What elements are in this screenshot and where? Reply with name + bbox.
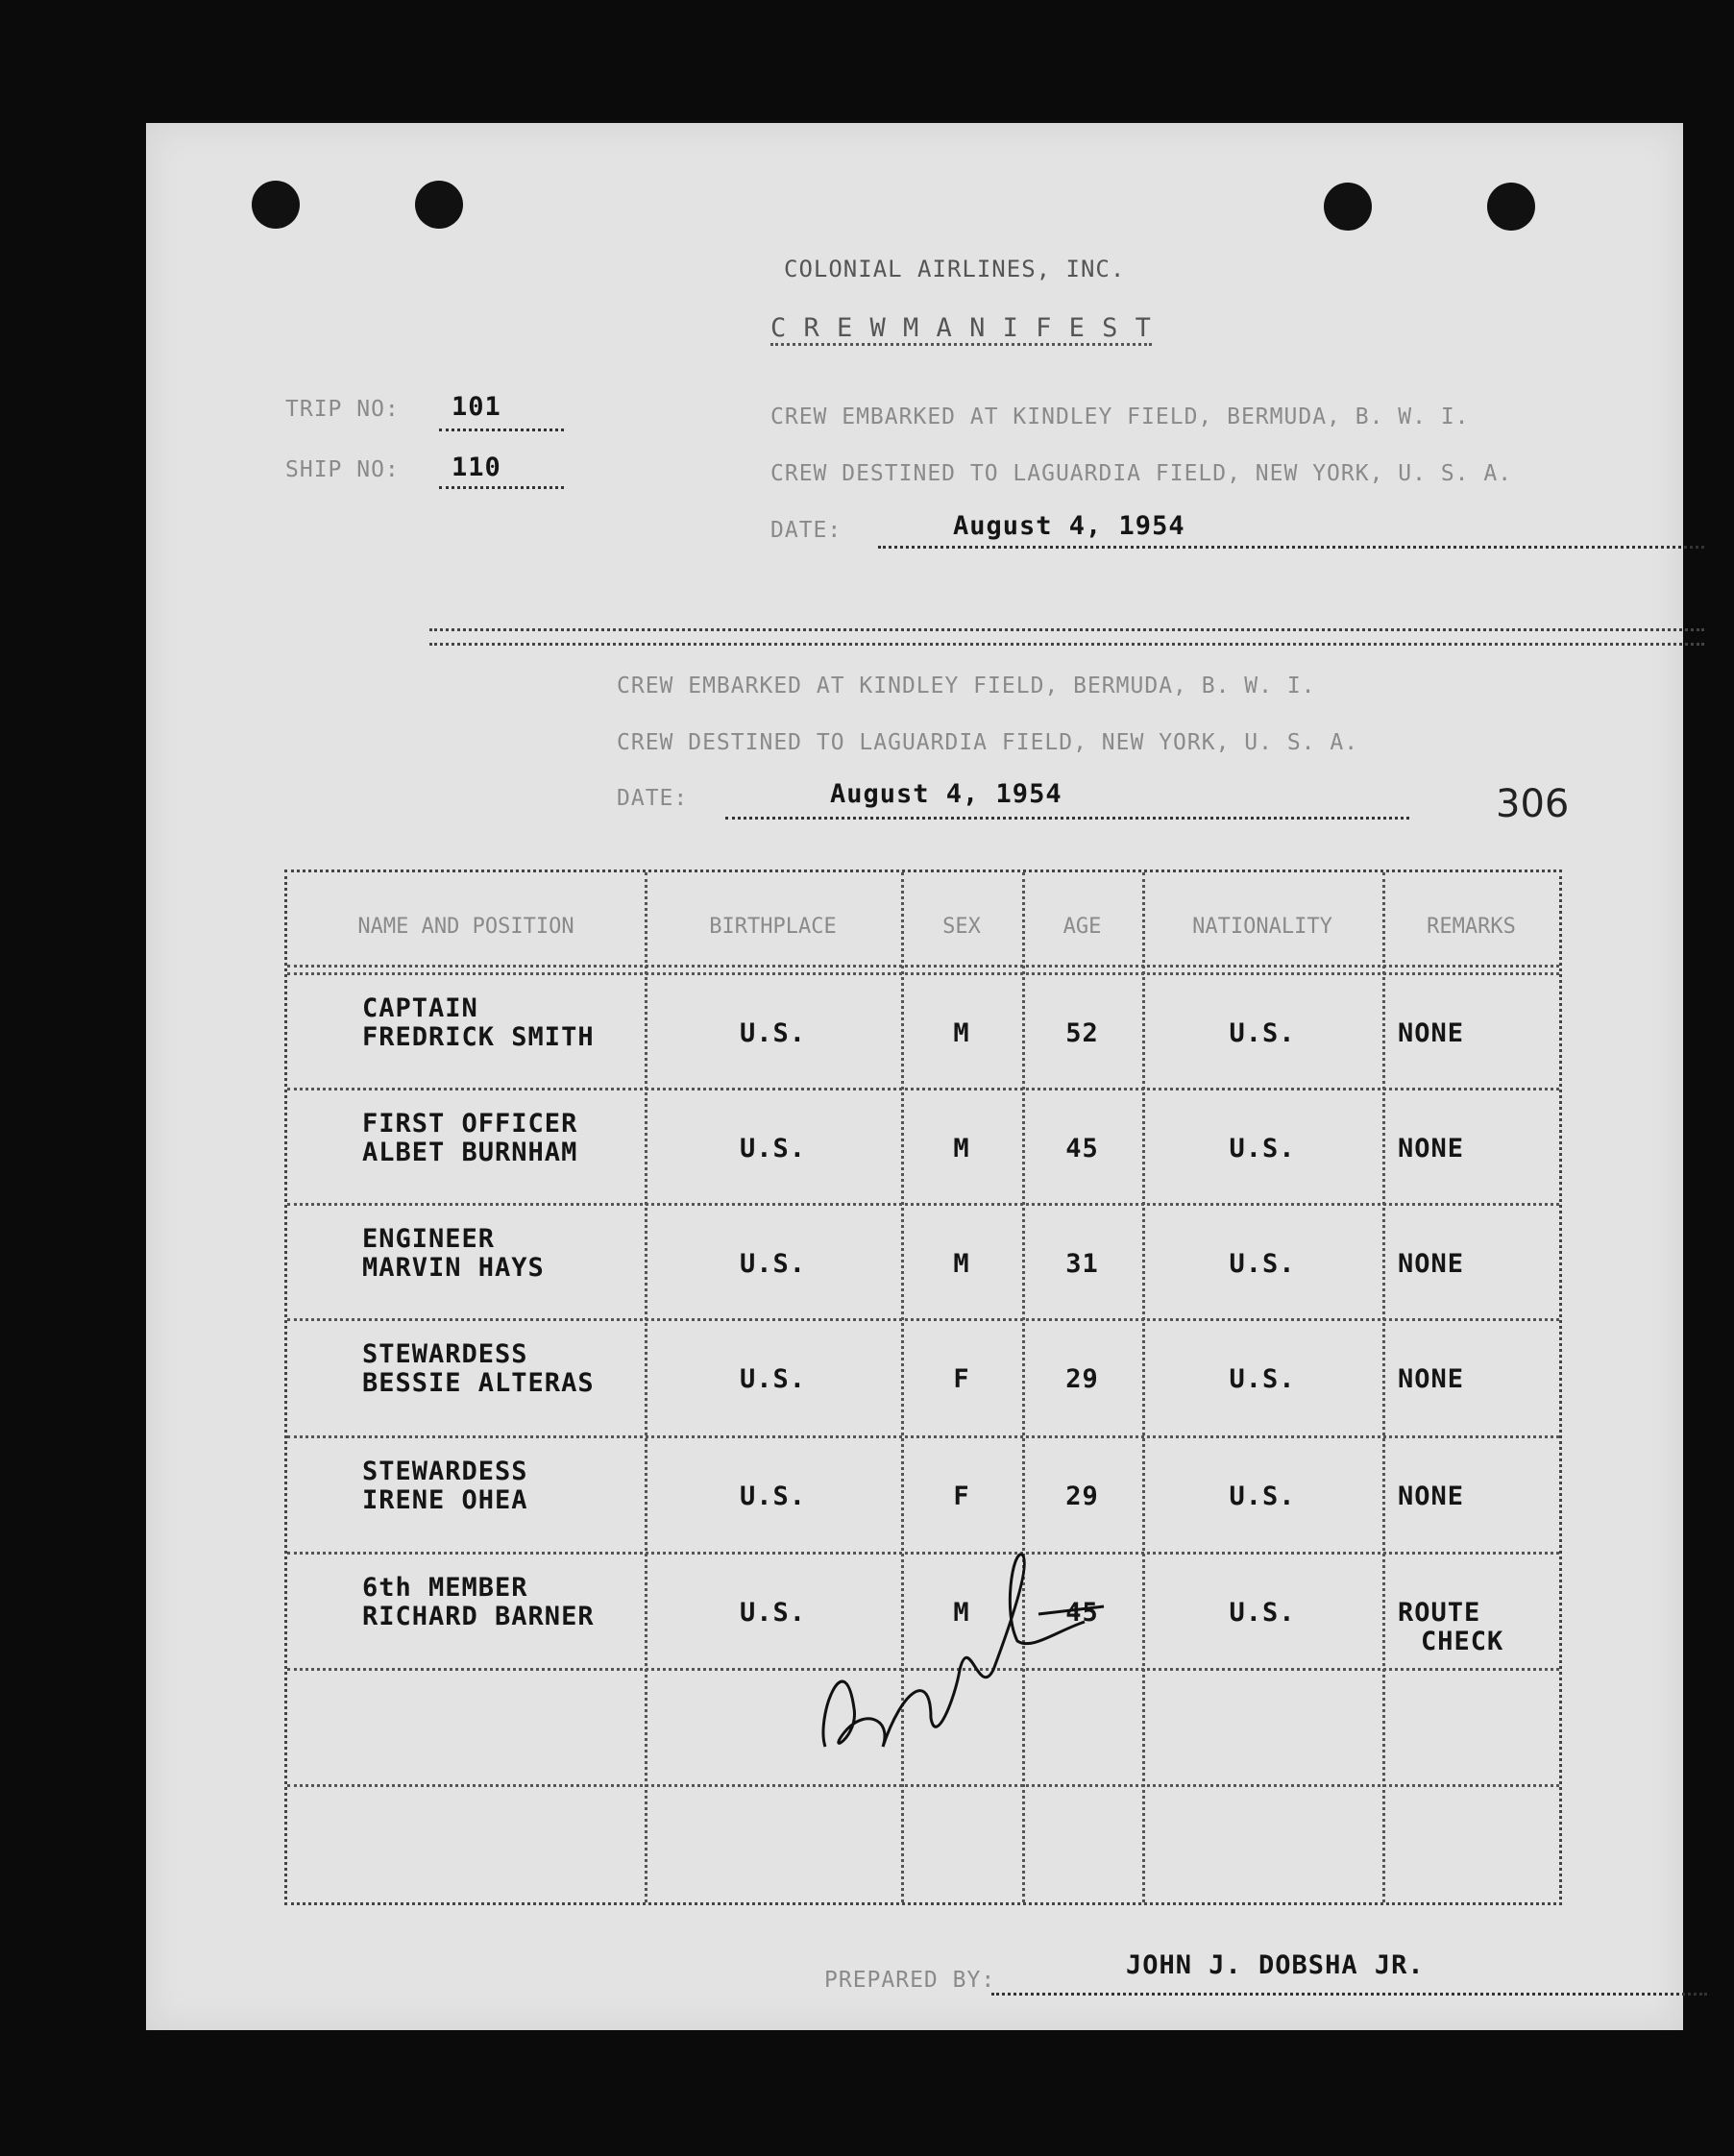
crew-age: 45: [1065, 1134, 1099, 1164]
crew-sex: M: [953, 1018, 970, 1048]
date-value: August 4, 1954: [953, 511, 1185, 541]
crew-position: CAPTAIN: [362, 993, 478, 1023]
crew-remarks: NONE: [1398, 1018, 1465, 1048]
embarked-line: CREW EMBARKED AT KINDLEY FIELD, BERMUDA, B. W. I.: [770, 404, 1470, 429]
header-remarks: REMARKS: [1427, 915, 1516, 939]
crew-remarks: NONE: [1398, 1249, 1465, 1279]
crew-sex: M: [953, 1134, 970, 1164]
document-title: C R E W M A N I F E S T: [770, 313, 1152, 346]
crew-age: 45: [1065, 1598, 1099, 1628]
crew-nationality: U.S.: [1229, 1249, 1296, 1279]
crew-birthplace: U.S.: [739, 1482, 807, 1511]
date-label-2: DATE:: [617, 786, 689, 811]
table-row: [287, 1318, 1559, 1435]
trip-label: TRIP NO:: [285, 397, 400, 422]
header-sex: SEX: [942, 915, 981, 939]
crew-name: IRENE OHEA: [362, 1485, 528, 1515]
destined-line: CREW DESTINED TO LAGUARDIA FIELD, NEW YORK, U. S. A.: [770, 461, 1513, 486]
crew-age: 29: [1065, 1364, 1099, 1394]
crew-name: FREDRICK SMITH: [362, 1022, 595, 1052]
table-row: [287, 972, 1559, 1088]
trip-number: 101: [452, 392, 501, 422]
row-divider: [287, 1784, 1559, 1787]
crew-nationality: U.S.: [1229, 1018, 1296, 1048]
trip-underline: [439, 429, 564, 431]
date-value-2: August 4, 1954: [830, 779, 1062, 809]
prepared-by-name: JOHN J. DOBSHA JR.: [1126, 1950, 1425, 1980]
header-birthplace: BIRTHPLACE: [709, 915, 837, 939]
crew-remarks: ROUTE: [1398, 1598, 1481, 1628]
crew-remarks-line2: CHECK: [1421, 1627, 1504, 1656]
crew-age: 29: [1065, 1482, 1099, 1511]
crew-position: STEWARDESS: [362, 1339, 528, 1369]
table-row: [287, 1088, 1559, 1203]
crew-sex: F: [953, 1364, 970, 1394]
destined-line-2: CREW DESTINED TO LAGUARDIA FIELD, NEW YORK, U. S. A.: [617, 730, 1359, 755]
header-name-position: NAME AND POSITION: [357, 915, 574, 939]
crew-birthplace: U.S.: [739, 1134, 807, 1164]
manifest-page: [146, 123, 1683, 2030]
header-nationality: NATIONALITY: [1192, 915, 1332, 939]
ship-underline: [439, 486, 564, 489]
crew-nationality: U.S.: [1229, 1364, 1296, 1394]
prepared-by-label: PREPARED BY:: [824, 1968, 996, 1993]
crew-name: MARVIN HAYS: [362, 1253, 545, 1283]
crew-position: STEWARDESS: [362, 1457, 528, 1486]
table-row: [287, 1203, 1559, 1318]
crew-birthplace: U.S.: [739, 1249, 807, 1279]
header-divider: [287, 965, 1559, 968]
crew-position: FIRST OFFICER: [362, 1109, 578, 1139]
section-separator: [429, 628, 1704, 646]
punch-hole: [252, 181, 300, 229]
company-name: COLONIAL AIRLINES, INC.: [784, 256, 1126, 282]
crew-name: ALBET BURNHAM: [362, 1138, 578, 1167]
crew-sex: M: [953, 1598, 970, 1628]
page-number-stamp: 306: [1496, 782, 1570, 826]
crew-name: BESSIE ALTERAS: [362, 1368, 595, 1398]
crew-sex: M: [953, 1249, 970, 1279]
handwritten-initials: [787, 1526, 1113, 1776]
crew-table: [284, 870, 1562, 1905]
date-underline-2: [725, 817, 1409, 820]
punch-hole: [1487, 183, 1535, 231]
crew-birthplace: U.S.: [739, 1364, 807, 1394]
crew-birthplace: U.S.: [739, 1018, 807, 1048]
punch-hole: [415, 181, 463, 229]
crew-name: RICHARD BARNER: [362, 1602, 595, 1631]
prepared-by-underline: [991, 1993, 1707, 1996]
crew-remarks: NONE: [1398, 1482, 1465, 1511]
crew-position: 6th MEMBER: [362, 1573, 528, 1603]
crew-age: 31: [1065, 1249, 1099, 1279]
date-label: DATE:: [770, 518, 843, 543]
crew-nationality: U.S.: [1229, 1598, 1296, 1628]
crew-remarks: NONE: [1398, 1134, 1465, 1164]
ship-label: SHIP NO:: [285, 457, 400, 482]
date-underline: [878, 546, 1704, 549]
crew-remarks: NONE: [1398, 1364, 1465, 1394]
embarked-line-2: CREW EMBARKED AT KINDLEY FIELD, BERMUDA, B. W. I.: [617, 674, 1316, 698]
punch-hole: [1324, 183, 1372, 231]
ship-number: 110: [452, 453, 501, 482]
header-age: AGE: [1062, 915, 1102, 939]
crew-birthplace: U.S.: [739, 1598, 807, 1628]
crew-nationality: U.S.: [1229, 1134, 1296, 1164]
crew-position: ENGINEER: [362, 1224, 496, 1254]
crew-sex: F: [953, 1482, 970, 1511]
crew-nationality: U.S.: [1229, 1482, 1296, 1511]
crew-age: 52: [1065, 1018, 1099, 1048]
